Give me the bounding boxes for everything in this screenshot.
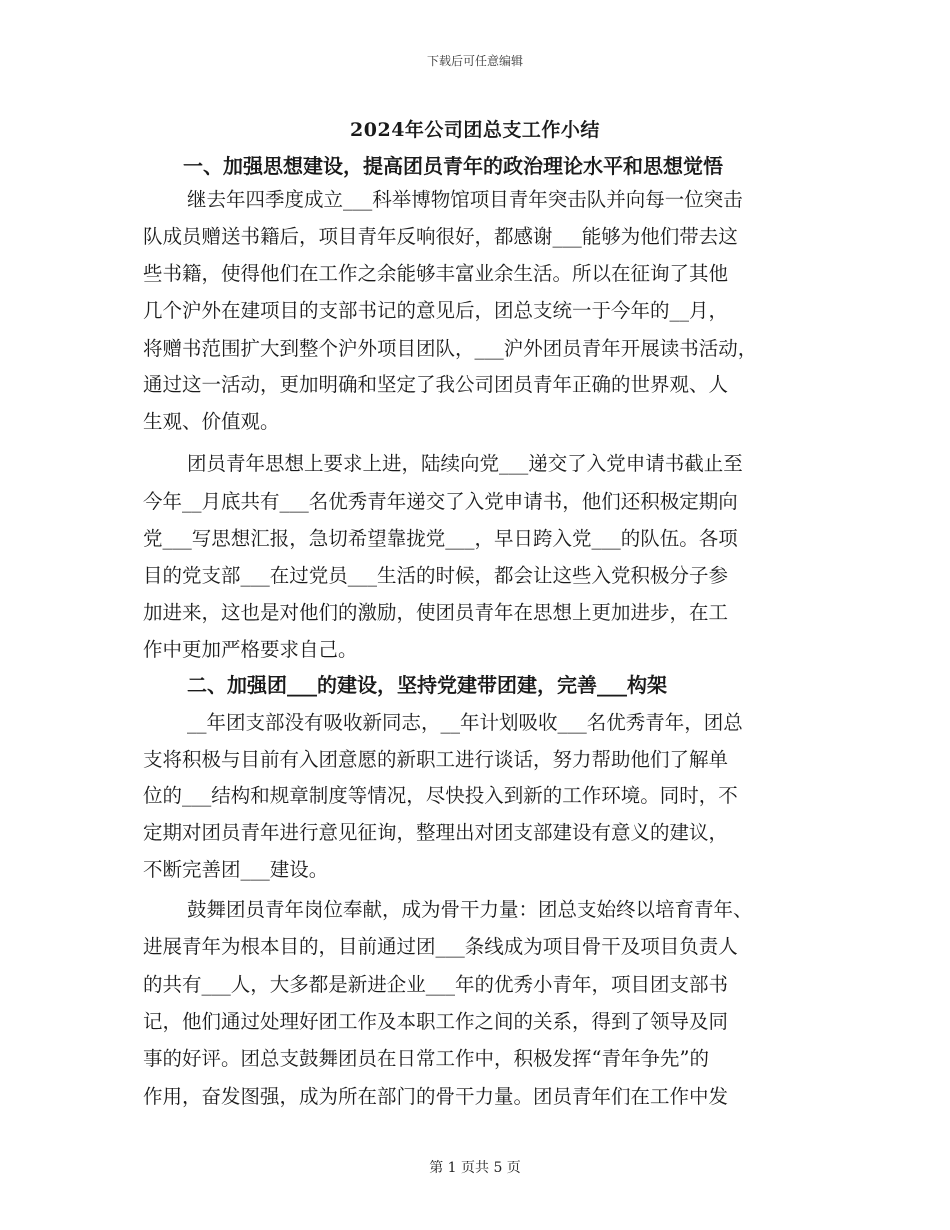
paragraph-line: 生观、价值观。 (143, 410, 280, 433)
paragraph-line: 今年__月底共有___名优秀青年递交了入党申请书，他们还积极定期向 (143, 490, 738, 513)
page-header: 下载后可任意编辑 (426, 54, 523, 68)
paragraph-line: 事的好评。团总支鼓舞团员在日常工作中，积极发挥“青年争先”的 (143, 1047, 709, 1070)
paragraph-line: 记，他们通过处理好团工作及本职工作之间的关系，得到了领导及同 (143, 1010, 729, 1033)
paragraph-line: 继去年四季度成立___科举博物馆项目青年突击队并向每一位突击 (187, 188, 743, 211)
paragraph-line: 不断完善团___建设。 (143, 858, 329, 881)
paragraph-line: 几个沪外在建项目的支部书记的意见后，团总支统一于今年的__月， (143, 299, 729, 322)
paragraph-line: 加进来，这也是对他们的激励，使团员青年在思想上更加进步，在工 (143, 601, 729, 624)
section-heading: 二、加强团___的建设，坚持党建带团建，完善___构架 (187, 673, 667, 697)
paragraph-line: 位的___结构和规章制度等情况，尽快投入到新的工作环境。同时，不 (143, 784, 738, 807)
paragraph-line: __年团支部没有吸收新同志，__年计划吸收___名优秀青年，团总 (187, 711, 743, 734)
paragraph-line: 作用，奋发图强，成为所在部门的骨干力量。团员青年们在工作中发 (143, 1085, 729, 1108)
paragraph-line: 通过这一活动，更加明确和坚定了我公司团员青年正确的世界观、人 (143, 373, 729, 396)
paragraph-line: 队成员赠送书籍后，项目青年反响很好，都感谢___能够为他们带去这 (143, 225, 738, 248)
paragraph-line: 目的党支部___在过党员___生活的时候，都会让这些入党积极分子参 (143, 564, 729, 587)
paragraph-line: 些书籍，使得他们在工作之余能够丰富业余生活。所以在征询了其他 (143, 262, 729, 285)
document-title: 2024年公司团总支工作小结 (350, 119, 600, 141)
paragraph-line: 鼓舞团员青年岗位奉献，成为骨干力量：团总支始终以培育青年、 (187, 898, 753, 921)
page-footer: 第 1 页共 5 页 (429, 1160, 521, 1176)
paragraph-line: 团员青年思想上要求上进，陆续向党___递交了入党申请书截止至 (187, 452, 743, 475)
paragraph-line: 进展青年为根本目的，目前通过团___条线成为项目骨干及项目负责人 (143, 935, 738, 958)
section-heading: 一、加强思想建设，提高团员青年的政治理论水平和思想觉悟 (183, 154, 723, 178)
paragraph-line: 支将积极与目前有入团意愿的新职工进行谈话，努力帮助他们了解单 (143, 748, 729, 771)
paragraph-line: 的共有___人，大多都是新进企业___年的优秀小青年，项目团支部书 (143, 973, 729, 996)
paragraph-line: 将赠书范围扩大到整个沪外项目团队，___沪外团员青年开展读书活动， (143, 337, 758, 360)
paragraph-line: 定期对团员青年进行意见征询，整理出对团支部建设有意义的建议， (143, 821, 729, 844)
paragraph-line: 党___写思想汇报，急切希望靠拢党___，早日跨入党___的队伍。各项 (143, 527, 738, 550)
paragraph-line: 作中更加严格要求自己。 (143, 638, 358, 661)
